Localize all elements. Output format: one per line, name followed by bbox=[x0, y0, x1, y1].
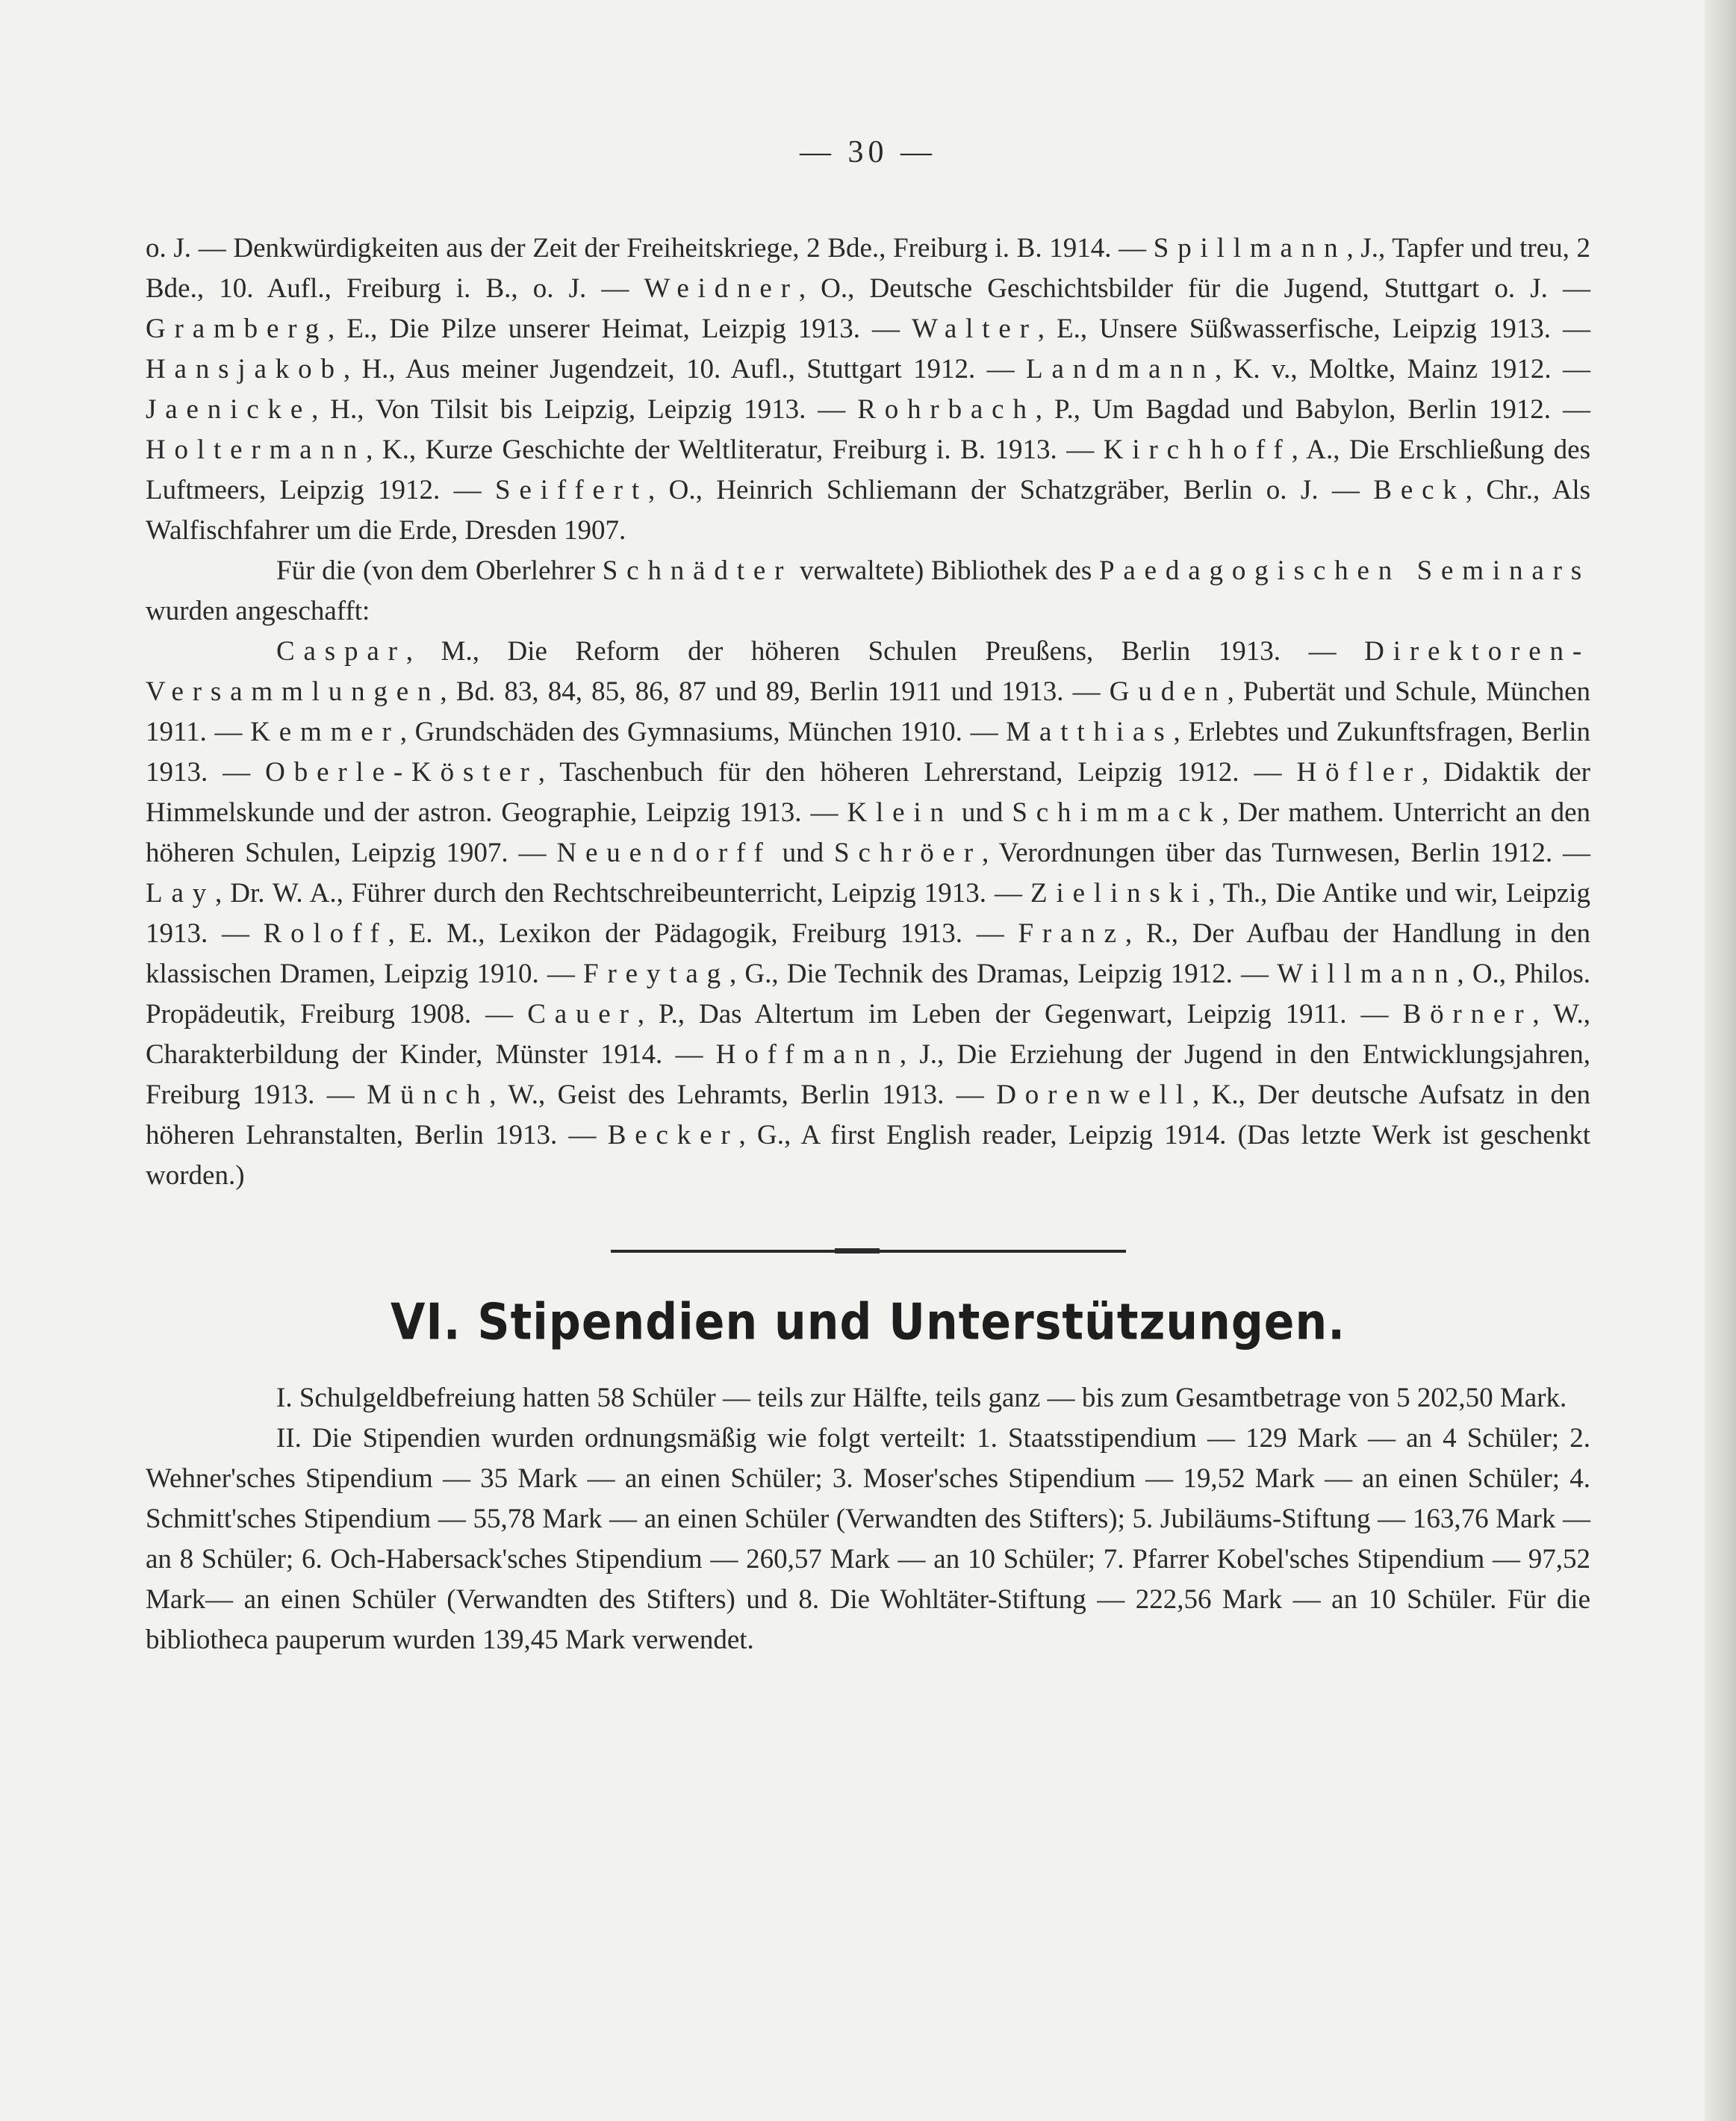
text-run: o. J. — Denkwürdigkeiten aus der Zeit der Freiheitskriege, 2 Bde., Freiburg i. B. 1914. — bbox=[146, 233, 1154, 264]
author-name: Direktoren-Versammlungen bbox=[146, 636, 1590, 707]
text-run: , Grundschäden des Gymnasiums, München 1910. — bbox=[399, 717, 1007, 747]
page-number: — 30 — bbox=[800, 135, 936, 169]
author-name: Holtermann bbox=[146, 435, 367, 465]
library-paragraph-2 bbox=[146, 551, 1590, 632]
author-name: Klein bbox=[847, 797, 953, 828]
text-run: , Chr., Als Walfischfahrer um die Erde, Dresden 1907. bbox=[146, 475, 1591, 546]
text-run: , E., Die Pilze unserer Heimat, Leizpig 1913. — bbox=[328, 314, 912, 344]
author-name: Beck bbox=[1373, 475, 1466, 505]
text-run: , W., Charakterbildung der Kinder, Münster 1914. — bbox=[146, 999, 1591, 1070]
author-name: Willmann bbox=[1277, 959, 1457, 989]
text-run: , W., Geist des Lehramts, Berlin 1913. — bbox=[489, 1080, 997, 1110]
author-name: Lay bbox=[146, 878, 216, 909]
text-run: , Der mathem. Unterricht an den höheren Schulen, Leipzig 1907. — bbox=[146, 797, 1591, 868]
author-name: Schimmack bbox=[1012, 797, 1222, 828]
text-run: , O., Heinrich Schliemann der Schatzgräber, Berlin o. J. — bbox=[648, 475, 1374, 505]
author-name: Kirchhoff bbox=[1103, 435, 1292, 465]
text-run: , Pubertät und Schule, München 1911. — bbox=[146, 676, 1590, 747]
author-name: Roloff bbox=[263, 918, 388, 949]
stipend-paragraph-1: I. Schulgeldbefreiung hatten 58 Schüler — teils zur Hälfte, teils ganz — bis zum Gesamtbetrage von 5 202,50 Mark. bbox=[276, 1383, 1567, 1413]
author-name: Börner bbox=[1402, 999, 1533, 1030]
author-name: Rohrbach bbox=[857, 394, 1036, 425]
author-name: Höfler bbox=[1296, 757, 1422, 788]
text-run: , G., A first English reader, Leipzig 1914. (Das letzte Werk ist geschenkt worden.) bbox=[146, 1120, 1590, 1191]
text-run: , Taschenbuch für den höheren Lehrerstand, Leipzig 1912. — bbox=[538, 757, 1297, 788]
author-name: Dorenwell bbox=[996, 1080, 1192, 1110]
text-run: , O., Deutsche Geschichtsbilder für die Jugend, Stuttgart o. J. — bbox=[798, 273, 1590, 304]
text-run: , Th., Die Antike und wir, Leipzig 1913. — bbox=[146, 878, 1590, 949]
text-run: , J., Die Erziehung der Jugend in den Entwicklungsjahren, Freiburg 1913. — bbox=[146, 1039, 1590, 1110]
text-run: , Verordnungen über das Turnwesen, Berlin 1912. — bbox=[981, 838, 1591, 868]
author-name: Becker bbox=[607, 1120, 739, 1150]
author-name: Seiffert bbox=[495, 475, 649, 505]
text-run: , K. v., Moltke, Mainz 1912. — bbox=[1215, 354, 1590, 384]
text-run: , P., Das Altertum im Leben der Gegenwart, Leipzig 1911. — bbox=[637, 999, 1403, 1030]
author-name: Cauer bbox=[527, 999, 638, 1030]
author-name: Paedagogischen Seminars bbox=[1098, 555, 1591, 586]
author-name: Guden bbox=[1109, 676, 1228, 707]
text-run: , E. M., Lexikon der Pädagogik, Freiburg 1913. — bbox=[388, 918, 1018, 949]
author-name: Hansjakob bbox=[146, 354, 343, 384]
text-run: , J., Tapfer und treu, 2 Bde., 10. Aufl., Freiburg i. B., o. J. — bbox=[146, 233, 1590, 304]
text-run: , H., Aus meiner Jugendzeit, 10. Aufl., Stuttgart 1912. — bbox=[343, 354, 1027, 384]
author-name: Schröer bbox=[834, 838, 982, 868]
library-paragraph-3 bbox=[146, 632, 1590, 1196]
text-run: , E., Unsere Süßwasserfische, Leipzig 1913. — bbox=[1037, 314, 1590, 344]
author-name: Oberle-Köster bbox=[265, 757, 538, 788]
text-run: und bbox=[952, 797, 1012, 828]
author-name: Freytag bbox=[583, 959, 729, 989]
text-run: , M., Die Reform der höheren Schulen Preußens, Berlin 1913. — bbox=[405, 636, 1365, 667]
author-name: Kemmer bbox=[250, 717, 400, 747]
text-run: , H., Von Tilsit bis Leipzig, Leipzig 1913. — bbox=[311, 394, 858, 425]
text-run: , P., Um Bagdad und Babylon, Berlin 1912. — bbox=[1035, 394, 1590, 425]
document-page bbox=[146, 134, 1590, 1660]
text-run: , G., Die Technik des Dramas, Leipzig 1912. — bbox=[729, 959, 1278, 989]
author-name: Neuendorff bbox=[556, 838, 772, 868]
text-run: und bbox=[771, 838, 835, 868]
text-run: , A., Die Erschließung des Luftmeers, Leipzig 1912. — bbox=[146, 435, 1590, 505]
author-name: Schnädter bbox=[602, 555, 793, 586]
text-run: , K., Kurze Geschichte der Weltliteratur, Freiburg i. B. 1913. — bbox=[366, 435, 1104, 465]
text-run: , K., Der deutsche Aufsatz in den höheren Lehranstalten, Berlin 1913. — bbox=[146, 1080, 1590, 1150]
author-name: Matthias bbox=[1006, 717, 1174, 747]
section-divider bbox=[611, 1250, 1126, 1253]
text-run: , Dr. W. A., Führer durch den Rechtschreibeunterricht, Leipzig 1913. — bbox=[215, 878, 1031, 909]
text-run: wurden angeschafft: bbox=[146, 596, 370, 626]
author-name: Zielinski bbox=[1030, 878, 1209, 909]
section-title: VI. Stipendien und Unterstützungen. bbox=[390, 1292, 1346, 1352]
text-run: , Bd. 83, 84, 85, 86, 87 und 89, Berlin 1911 und 1913. — bbox=[440, 676, 1110, 707]
author-name: Gramberg bbox=[146, 314, 329, 344]
author-name: Franz bbox=[1018, 918, 1125, 949]
author-name: Weidner bbox=[644, 273, 799, 304]
page-spine-shadow bbox=[1705, 0, 1736, 2121]
author-name: Jaenicke bbox=[146, 394, 312, 425]
author-name: Landmann bbox=[1026, 354, 1215, 384]
author-name: Caspar bbox=[276, 636, 406, 667]
text-run: , R., Der Aufbau der Handlung in den klassischen Dramen, Leipzig 1910. — bbox=[146, 918, 1590, 989]
text-run: Für die (von dem Oberlehrer bbox=[276, 555, 603, 586]
author-name: Hoffmann bbox=[715, 1039, 900, 1070]
stipend-paragraph-2: II. Die Stipendien wurden ordnungsmäßig wie folgt verteilt: 1. Staatsstipendium — 129 Mark — an 4 Schüler; 2. Wehner'sches Stipendium — 35 Mark — an einen Schüler; 3. Moser'sches Stipendium — 19,52 Mark — an einen Schüler; 4. Schmitt'sches Stipendium — 55,78 Mark — an einen Schüler (Verwandten des Stifters); 5. Jubiläums-Stiftung — 163,76 Mark — an 8 Schüler; 6. Och-Habersack'sches Stipendium — 260,57 Mark — an 10 Schüler; 7. Pfarrer Kobel'sches Stipendium — 97,52 Mark— an einen Schüler (Verwandten des Stifters) und 8. Die Wohltäter-Stiftung — 222,56 Mark — an 10 Schüler. Für die bibliotheca pauperum wurden 139,45 Mark verwendet. bbox=[146, 1423, 1590, 1655]
text-run: , Erlebtes und Zukunftsfragen, Berlin 1913. — bbox=[146, 717, 1590, 788]
author-name: Münch bbox=[367, 1080, 490, 1110]
text-run: verwaltete) Bibliothek des bbox=[792, 555, 1099, 586]
author-name: Walter bbox=[912, 314, 1038, 344]
library-paragraph-1 bbox=[146, 228, 1590, 551]
text-run: , Didaktik der Himmelskunde und der astron. Geographie, Leipzig 1913. — bbox=[146, 757, 1590, 828]
author-name: Spillmann bbox=[1153, 233, 1347, 264]
text-run: , O., Philos. Propädeutik, Freiburg 1908. — bbox=[146, 959, 1590, 1030]
